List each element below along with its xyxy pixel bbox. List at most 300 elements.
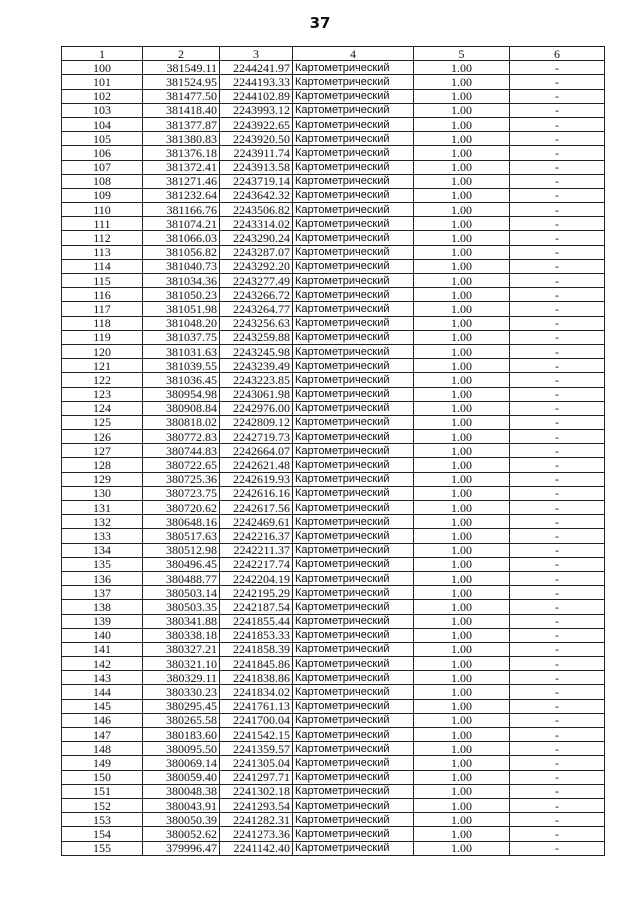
x-coordinate-cell: 380725.36: [143, 472, 220, 486]
accuracy-cell: 1.00: [414, 713, 510, 727]
table-row: [62, 628, 605, 642]
method-cell: Картометрический: [293, 486, 414, 500]
y-coordinate-cell: 2243913.58: [220, 160, 293, 174]
note-cell: -: [510, 813, 605, 827]
x-coordinate-cell: 380338.18: [143, 628, 220, 642]
y-coordinate-cell: 2243061.98: [220, 387, 293, 401]
method-cell: Картометрический: [293, 784, 414, 798]
point-number-cell: 119: [62, 330, 143, 344]
note-cell: -: [510, 628, 605, 642]
point-number-cell: 155: [62, 841, 143, 855]
accuracy-cell: 1.00: [414, 529, 510, 543]
point-number-cell: 145: [62, 699, 143, 713]
x-coordinate-cell: 381048.20: [143, 316, 220, 330]
y-coordinate-cell: 2241142.40: [220, 841, 293, 855]
accuracy-cell: 1.00: [414, 61, 510, 75]
method-cell: Картометрический: [293, 472, 414, 486]
accuracy-cell: 1.00: [414, 515, 510, 529]
y-coordinate-cell: 2241838.86: [220, 671, 293, 685]
x-coordinate-cell: 381031.63: [143, 344, 220, 358]
table-row: [62, 515, 605, 529]
table-row: [62, 614, 605, 628]
y-coordinate-cell: 2244193.33: [220, 75, 293, 89]
x-coordinate-cell: 380503.14: [143, 586, 220, 600]
accuracy-cell: 1.00: [414, 614, 510, 628]
method-cell: Картометрический: [293, 103, 414, 117]
accuracy-cell: 1.00: [414, 274, 510, 288]
note-cell: -: [510, 61, 605, 75]
x-coordinate-cell: 380341.88: [143, 614, 220, 628]
method-cell: Картометрический: [293, 841, 414, 855]
y-coordinate-cell: 2242809.12: [220, 415, 293, 429]
note-cell: -: [510, 174, 605, 188]
y-coordinate-cell: 2243266.72: [220, 288, 293, 302]
note-cell: -: [510, 316, 605, 330]
accuracy-cell: 1.00: [414, 359, 510, 373]
y-coordinate-cell: 2241305.04: [220, 756, 293, 770]
method-cell: Картометрический: [293, 515, 414, 529]
accuracy-cell: 1.00: [414, 671, 510, 685]
table-row: [62, 103, 605, 117]
accuracy-cell: 1.00: [414, 657, 510, 671]
y-coordinate-cell: 2241297.71: [220, 770, 293, 784]
point-number-cell: 106: [62, 146, 143, 160]
point-number-cell: 100: [62, 61, 143, 75]
table-row: [62, 827, 605, 841]
accuracy-cell: 1.00: [414, 642, 510, 656]
note-cell: -: [510, 302, 605, 316]
y-coordinate-cell: 2242616.16: [220, 486, 293, 500]
x-coordinate-cell: 381040.73: [143, 259, 220, 273]
note-cell: -: [510, 770, 605, 784]
y-coordinate-cell: 2242216.37: [220, 529, 293, 543]
table-row: [62, 813, 605, 827]
note-cell: -: [510, 259, 605, 273]
x-coordinate-cell: 380183.60: [143, 728, 220, 742]
point-number-cell: 136: [62, 571, 143, 585]
x-coordinate-cell: 381549.11: [143, 61, 220, 75]
y-coordinate-cell: 2243911.74: [220, 146, 293, 160]
note-cell: -: [510, 713, 605, 727]
x-coordinate-cell: 380052.62: [143, 827, 220, 841]
accuracy-cell: 1.00: [414, 699, 510, 713]
note-cell: -: [510, 103, 605, 117]
note-cell: -: [510, 557, 605, 571]
point-number-cell: 154: [62, 827, 143, 841]
y-coordinate-cell: 2241855.44: [220, 614, 293, 628]
note-cell: -: [510, 415, 605, 429]
accuracy-cell: 1.00: [414, 146, 510, 160]
x-coordinate-cell: 381066.03: [143, 231, 220, 245]
table-row: [62, 671, 605, 685]
accuracy-cell: 1.00: [414, 827, 510, 841]
point-number-cell: 116: [62, 288, 143, 302]
x-coordinate-cell: 380496.45: [143, 557, 220, 571]
y-coordinate-cell: 2242195.29: [220, 586, 293, 600]
table-row: [62, 231, 605, 245]
x-coordinate-cell: 380517.63: [143, 529, 220, 543]
point-number-cell: 128: [62, 458, 143, 472]
accuracy-cell: 1.00: [414, 288, 510, 302]
method-cell: Картометрический: [293, 203, 414, 217]
note-cell: -: [510, 373, 605, 387]
point-number-cell: 127: [62, 444, 143, 458]
method-cell: Картометрический: [293, 600, 414, 614]
method-cell: Картометрический: [293, 571, 414, 585]
method-cell: Картометрический: [293, 642, 414, 656]
y-coordinate-cell: 2244241.97: [220, 61, 293, 75]
table-row: [62, 657, 605, 671]
x-coordinate-cell: 381524.95: [143, 75, 220, 89]
point-number-cell: 111: [62, 217, 143, 231]
table-row: [62, 401, 605, 415]
table-row: [62, 415, 605, 429]
point-number-cell: 121: [62, 359, 143, 373]
y-coordinate-cell: 2243256.63: [220, 316, 293, 330]
method-cell: Картометрический: [293, 132, 414, 146]
x-coordinate-cell: 380723.75: [143, 486, 220, 500]
x-coordinate-cell: 381166.76: [143, 203, 220, 217]
point-number-cell: 132: [62, 515, 143, 529]
x-coordinate-cell: 380503.35: [143, 600, 220, 614]
y-coordinate-cell: 2243993.12: [220, 103, 293, 117]
note-cell: -: [510, 330, 605, 344]
x-coordinate-cell: 381418.40: [143, 103, 220, 117]
x-coordinate-cell: 380648.16: [143, 515, 220, 529]
point-number-cell: 104: [62, 117, 143, 131]
table-header-row: [62, 47, 605, 61]
note-cell: -: [510, 671, 605, 685]
note-cell: -: [510, 430, 605, 444]
note-cell: -: [510, 571, 605, 585]
x-coordinate-cell: 380330.23: [143, 685, 220, 699]
x-coordinate-cell: 380329.11: [143, 671, 220, 685]
y-coordinate-cell: 2242664.07: [220, 444, 293, 458]
method-cell: Картометрический: [293, 401, 414, 415]
note-cell: -: [510, 600, 605, 614]
y-coordinate-cell: 2243314.02: [220, 217, 293, 231]
method-cell: Картометрический: [293, 430, 414, 444]
table-row: [62, 458, 605, 472]
table-row: [62, 444, 605, 458]
x-coordinate-cell: 380954.98: [143, 387, 220, 401]
note-cell: -: [510, 529, 605, 543]
table-row: [62, 543, 605, 557]
accuracy-cell: 1.00: [414, 813, 510, 827]
point-number-cell: 122: [62, 373, 143, 387]
x-coordinate-cell: 381056.82: [143, 245, 220, 259]
accuracy-cell: 1.00: [414, 628, 510, 642]
x-coordinate-cell: 380720.62: [143, 501, 220, 515]
y-coordinate-cell: 2241858.39: [220, 642, 293, 656]
table-row: [62, 288, 605, 302]
y-coordinate-cell: 2243259.88: [220, 330, 293, 344]
method-cell: Картометрический: [293, 444, 414, 458]
method-cell: Картометрический: [293, 359, 414, 373]
table-row: [62, 699, 605, 713]
x-coordinate-cell: 380043.91: [143, 798, 220, 812]
column-header: 2: [143, 47, 220, 61]
accuracy-cell: 1.00: [414, 444, 510, 458]
method-cell: Картометрический: [293, 316, 414, 330]
accuracy-cell: 1.00: [414, 188, 510, 202]
accuracy-cell: 1.00: [414, 501, 510, 515]
accuracy-cell: 1.00: [414, 401, 510, 415]
y-coordinate-cell: 2242204.19: [220, 571, 293, 585]
accuracy-cell: 1.00: [414, 770, 510, 784]
point-number-cell: 123: [62, 387, 143, 401]
x-coordinate-cell: 380488.77: [143, 571, 220, 585]
method-cell: Картометрический: [293, 543, 414, 557]
x-coordinate-cell: 381372.41: [143, 160, 220, 174]
accuracy-cell: 1.00: [414, 330, 510, 344]
y-coordinate-cell: 2243277.49: [220, 274, 293, 288]
table-row: [62, 728, 605, 742]
table-row: [62, 203, 605, 217]
method-cell: Картометрический: [293, 827, 414, 841]
method-cell: Картометрический: [293, 274, 414, 288]
accuracy-cell: 1.00: [414, 203, 510, 217]
x-coordinate-cell: 380818.02: [143, 415, 220, 429]
x-coordinate-cell: 381376.18: [143, 146, 220, 160]
x-coordinate-cell: 380050.39: [143, 813, 220, 827]
y-coordinate-cell: 2241834.02: [220, 685, 293, 699]
table-row: [62, 784, 605, 798]
point-number-cell: 118: [62, 316, 143, 330]
y-coordinate-cell: 2244102.89: [220, 89, 293, 103]
point-number-cell: 125: [62, 415, 143, 429]
note-cell: -: [510, 784, 605, 798]
method-cell: Картометрический: [293, 174, 414, 188]
note-cell: -: [510, 543, 605, 557]
table-row: [62, 160, 605, 174]
x-coordinate-cell: 380048.38: [143, 784, 220, 798]
note-cell: -: [510, 359, 605, 373]
column-header: 6: [510, 47, 605, 61]
x-coordinate-cell: 381074.21: [143, 217, 220, 231]
accuracy-cell: 1.00: [414, 685, 510, 699]
method-cell: Картометрический: [293, 302, 414, 316]
table-row: [62, 373, 605, 387]
y-coordinate-cell: 2242617.56: [220, 501, 293, 515]
note-cell: -: [510, 642, 605, 656]
accuracy-cell: 1.00: [414, 784, 510, 798]
y-coordinate-cell: 2241273.36: [220, 827, 293, 841]
x-coordinate-cell: 380265.58: [143, 713, 220, 727]
y-coordinate-cell: 2243719.14: [220, 174, 293, 188]
point-number-cell: 120: [62, 344, 143, 358]
y-coordinate-cell: 2242719.73: [220, 430, 293, 444]
method-cell: Картометрический: [293, 61, 414, 75]
x-coordinate-cell: 379996.47: [143, 841, 220, 855]
note-cell: -: [510, 203, 605, 217]
y-coordinate-cell: 2242211.37: [220, 543, 293, 557]
method-cell: Картометрический: [293, 671, 414, 685]
point-number-cell: 114: [62, 259, 143, 273]
accuracy-cell: 1.00: [414, 472, 510, 486]
point-number-cell: 147: [62, 728, 143, 742]
y-coordinate-cell: 2241853.33: [220, 628, 293, 642]
point-number-cell: 109: [62, 188, 143, 202]
note-cell: -: [510, 685, 605, 699]
note-cell: -: [510, 841, 605, 855]
x-coordinate-cell: 381039.55: [143, 359, 220, 373]
point-number-cell: 108: [62, 174, 143, 188]
table-row: [62, 713, 605, 727]
table-row: [62, 486, 605, 500]
method-cell: Картометрический: [293, 458, 414, 472]
note-cell: -: [510, 657, 605, 671]
point-number-cell: 131: [62, 501, 143, 515]
method-cell: Картометрический: [293, 770, 414, 784]
method-cell: Картометрический: [293, 259, 414, 273]
method-cell: Картометрический: [293, 501, 414, 515]
accuracy-cell: 1.00: [414, 103, 510, 117]
x-coordinate-cell: 380321.10: [143, 657, 220, 671]
y-coordinate-cell: 2241761.13: [220, 699, 293, 713]
x-coordinate-cell: 380908.84: [143, 401, 220, 415]
x-coordinate-cell: 381051.98: [143, 302, 220, 316]
y-coordinate-cell: 2243290.24: [220, 231, 293, 245]
method-cell: Картометрический: [293, 813, 414, 827]
note-cell: -: [510, 188, 605, 202]
point-number-cell: 112: [62, 231, 143, 245]
method-cell: Картометрический: [293, 756, 414, 770]
note-cell: -: [510, 699, 605, 713]
y-coordinate-cell: 2241359.57: [220, 742, 293, 756]
point-number-cell: 149: [62, 756, 143, 770]
method-cell: Картометрический: [293, 75, 414, 89]
table-row: [62, 75, 605, 89]
note-cell: -: [510, 827, 605, 841]
y-coordinate-cell: 2241700.04: [220, 713, 293, 727]
y-coordinate-cell: 2243642.32: [220, 188, 293, 202]
table-row: [62, 841, 605, 855]
point-number-cell: 137: [62, 586, 143, 600]
table-row: [62, 174, 605, 188]
x-coordinate-cell: 381232.64: [143, 188, 220, 202]
accuracy-cell: 1.00: [414, 458, 510, 472]
table-row: [62, 642, 605, 656]
note-cell: -: [510, 75, 605, 89]
x-coordinate-cell: 380069.14: [143, 756, 220, 770]
accuracy-cell: 1.00: [414, 586, 510, 600]
point-number-cell: 129: [62, 472, 143, 486]
note-cell: -: [510, 501, 605, 515]
method-cell: Картометрический: [293, 742, 414, 756]
table-row: [62, 756, 605, 770]
y-coordinate-cell: 2242217.74: [220, 557, 293, 571]
table-row: [62, 529, 605, 543]
method-cell: Картометрический: [293, 373, 414, 387]
table-row: [62, 132, 605, 146]
x-coordinate-cell: 381477.50: [143, 89, 220, 103]
table-row: [62, 61, 605, 75]
x-coordinate-cell: 381380.83: [143, 132, 220, 146]
y-coordinate-cell: 2241845.86: [220, 657, 293, 671]
x-coordinate-cell: 380327.21: [143, 642, 220, 656]
y-coordinate-cell: 2241302.18: [220, 784, 293, 798]
accuracy-cell: 1.00: [414, 486, 510, 500]
table-row: [62, 359, 605, 373]
method-cell: Картометрический: [293, 728, 414, 742]
method-cell: Картометрический: [293, 586, 414, 600]
method-cell: Картометрический: [293, 557, 414, 571]
method-cell: Картометрический: [293, 89, 414, 103]
accuracy-cell: 1.00: [414, 600, 510, 614]
method-cell: Картометрический: [293, 217, 414, 231]
y-coordinate-cell: 2243920.50: [220, 132, 293, 146]
accuracy-cell: 1.00: [414, 117, 510, 131]
table-body: [62, 61, 605, 856]
accuracy-cell: 1.00: [414, 415, 510, 429]
note-cell: -: [510, 614, 605, 628]
accuracy-cell: 1.00: [414, 75, 510, 89]
point-number-cell: 141: [62, 642, 143, 656]
y-coordinate-cell: 2241293.54: [220, 798, 293, 812]
table-row: [62, 557, 605, 571]
note-cell: -: [510, 486, 605, 500]
note-cell: -: [510, 231, 605, 245]
y-coordinate-cell: 2241542.15: [220, 728, 293, 742]
x-coordinate-cell: 380744.83: [143, 444, 220, 458]
x-coordinate-cell: 380295.45: [143, 699, 220, 713]
x-coordinate-cell: 380059.40: [143, 770, 220, 784]
y-coordinate-cell: 2243223.85: [220, 373, 293, 387]
point-number-cell: 153: [62, 813, 143, 827]
column-header: 4: [293, 47, 414, 61]
y-coordinate-cell: 2243239.49: [220, 359, 293, 373]
y-coordinate-cell: 2242469.61: [220, 515, 293, 529]
accuracy-cell: 1.00: [414, 160, 510, 174]
point-number-cell: 130: [62, 486, 143, 500]
x-coordinate-cell: 381050.23: [143, 288, 220, 302]
table-row: [62, 259, 605, 273]
x-coordinate-cell: 380772.83: [143, 430, 220, 444]
method-cell: Картометрический: [293, 160, 414, 174]
table-row: [62, 770, 605, 784]
note-cell: -: [510, 742, 605, 756]
accuracy-cell: 1.00: [414, 259, 510, 273]
accuracy-cell: 1.00: [414, 728, 510, 742]
x-coordinate-cell: 381034.36: [143, 274, 220, 288]
y-coordinate-cell: 2243506.82: [220, 203, 293, 217]
accuracy-cell: 1.00: [414, 841, 510, 855]
y-coordinate-cell: 2243292.20: [220, 259, 293, 273]
table-row: [62, 302, 605, 316]
note-cell: -: [510, 160, 605, 174]
y-coordinate-cell: 2242619.93: [220, 472, 293, 486]
table-row: [62, 188, 605, 202]
accuracy-cell: 1.00: [414, 174, 510, 188]
table-row: [62, 430, 605, 444]
note-cell: -: [510, 89, 605, 103]
method-cell: Картометрический: [293, 657, 414, 671]
table-row: [62, 472, 605, 486]
method-cell: Картометрический: [293, 146, 414, 160]
method-cell: Картометрический: [293, 231, 414, 245]
note-cell: -: [510, 344, 605, 358]
accuracy-cell: 1.00: [414, 302, 510, 316]
accuracy-cell: 1.00: [414, 132, 510, 146]
column-header: 1: [62, 47, 143, 61]
accuracy-cell: 1.00: [414, 756, 510, 770]
accuracy-cell: 1.00: [414, 742, 510, 756]
point-number-cell: 102: [62, 89, 143, 103]
table-row: [62, 330, 605, 344]
note-cell: -: [510, 515, 605, 529]
point-number-cell: 126: [62, 430, 143, 444]
